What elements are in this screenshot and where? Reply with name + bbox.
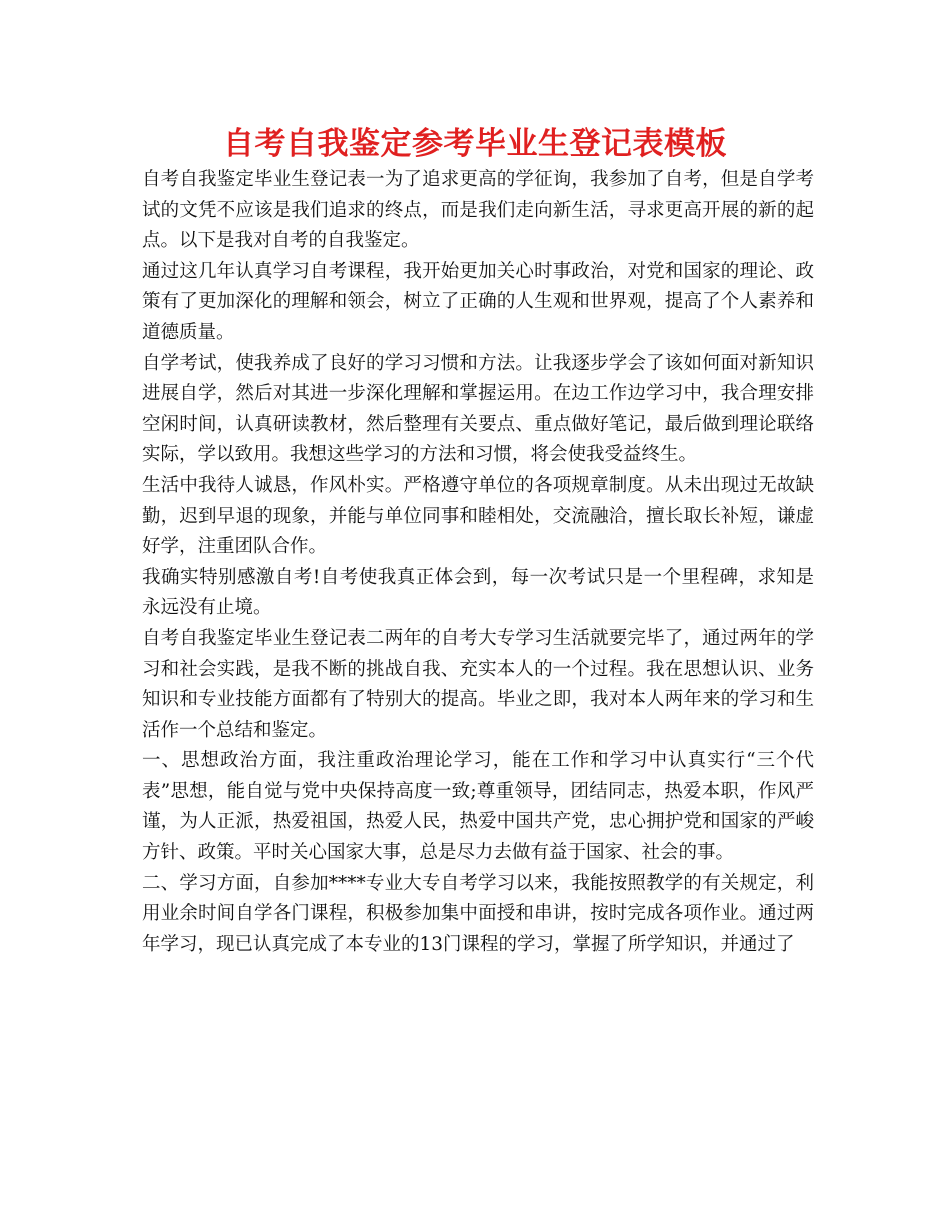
paragraph-study-habits: 自学考试，使我养成了良好的学习习惯和方法。让我逐步学会了该如何面对新知识进展自学，然后对其进一步深化理解和掌握运用。在边工作边学习中，我合理安排空闲时间，认真研读教材，然后整理有关要点、重点做好笔记，最后做到理论联络实际，学以致用。我想这些学习的方法和习惯，将会使我受益终生。 [142, 352, 814, 466]
document-title: 自考自我鉴定参考毕业生登记表模板 [223, 126, 727, 162]
paragraph-section-study: 二、学习方面，自参加****专业大专自考学习以来，我能按照教学的有关规定，利用业余时间自学各门课程，积极参加集中面授和串讲，按时完成各项作业。通过两年学习，现已认真完成了本专业的13门课程的学习，掌握了所学知识，并通过了 [142, 872, 814, 955]
document-body [142, 165, 814, 960]
paragraph-gratitude: 我确实特别感激自考!自考使我真正体会到，每一次考试只是一个里程碑，求知是永远没有止境。 [142, 566, 814, 619]
paragraph-form-two-intro: 自考自我鉴定毕业生登记表二两年的自考大专学习生活就要完毕了，通过两年的学习和社会实践，是我不断的挑战自我、充实本人的一个过程。我在思想认识、业务知识和专业技能方面都有了特别大的提高。毕业之即，我对本人两年来的学习和生活作一个总结和鉴定。 [142, 627, 814, 741]
paragraph-life-conduct: 生活中我待人诚恳，作风朴实。严格遵守单位的各项规章制度。从未出现过无故缺勤，迟到早退的现象，并能与单位同事和睦相处，交流融洽，擅长取长补短，谦虚好学，注重团队合作。 [142, 474, 814, 558]
paragraph-politics-study: 通过这几年认真学习自考课程，我开始更加关心时事政治，对党和国家的理论、政策有了更加深化的理解和领会，树立了正确的人生观和世界观，提高了个人素养和道德质量。 [142, 260, 814, 343]
paragraph-section-politics: 一、思想政治方面，我注重政治理论学习，能在工作和学习中认真实行“三个代表”思想，能自觉与党中央保持高度一致;尊重领导，团结同志，热爱本职，作风严谨，为人正派，热爱祖国，热爱人民，热爱中国共产党，忠心拥护党和国家的严峻方针、政策。平时关心国家大事，总是尽力去做有益于国家、社会的事。 [142, 750, 814, 864]
paragraph-intro: 自考自我鉴定毕业生登记表一为了追求更高的学征询，我参加了自考，但是自学考试的文凭不应该是我们追求的终点，而是我们走向新生活，寻求更高开展的新的起点。以下是我对自考的自我鉴定。 [142, 169, 814, 252]
